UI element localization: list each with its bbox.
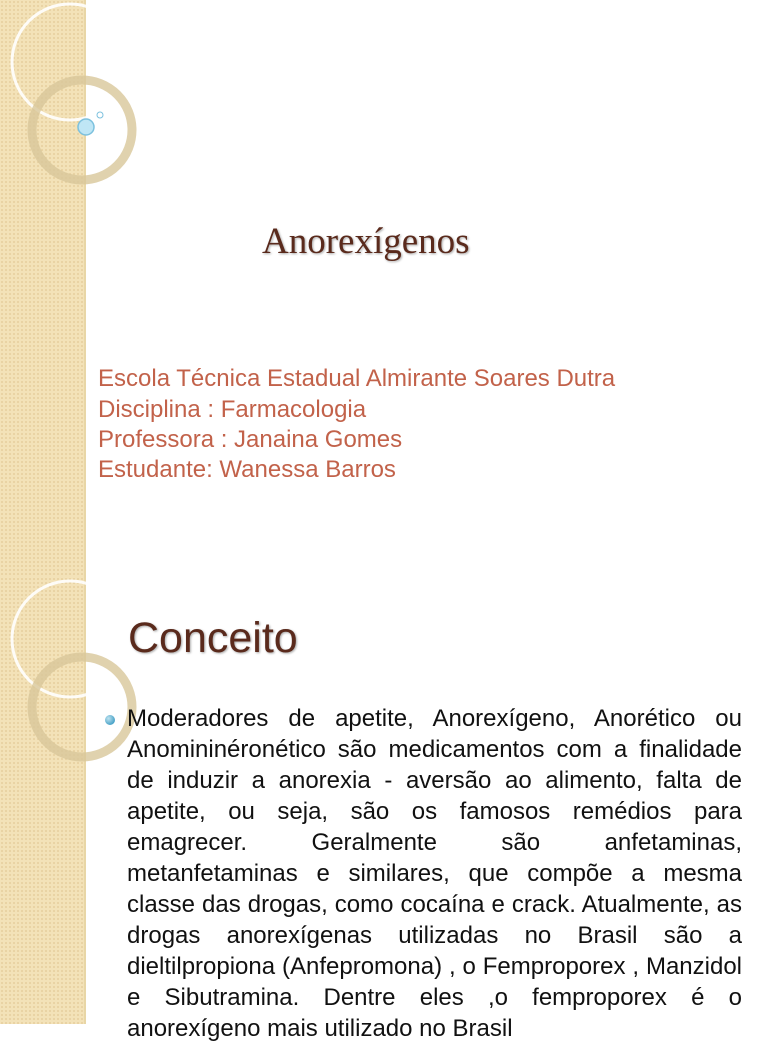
decorative-circles [0,0,130,200]
teacher: Professora : Janaina Gomes [98,426,403,453]
bullet-text: Moderadores de apetite, Anorexígeno, Anorético ou Anomininéronético são medicamentos com a finalidade de induzir a anorexia - aversão ao alimento, falta de apetite, ou seja, são os famosos remédios para emagrecer. Geralmente são anfetaminas, metanfetaminas e similares, que compõe a mesma classe das drogas, como cocaína e crack. Atualmente, as drogas anorexígenas utilizadas no Brasil são a dieltilpropiona (Anfepromona) , o Femproporex , Manzidol e Sibutramina. Dentre eles ,o femproporex é o anorexígeno mais utilizado no Brasil [127,705,742,1042]
bullet-dot-icon [105,715,115,725]
slide-title: Anorexígenos [262,221,470,262]
student: Estudante: Wanessa Barros [98,456,396,483]
discipline: Disciplina : Farmacologia [98,396,367,423]
school-name: Escola Técnica Estadual Almirante Soares Dutra [98,365,616,392]
bullet-item [105,703,742,1044]
slide-heading: Conceito [128,614,298,662]
slide-subtitle [98,364,615,485]
slide-2 [0,577,768,1042]
